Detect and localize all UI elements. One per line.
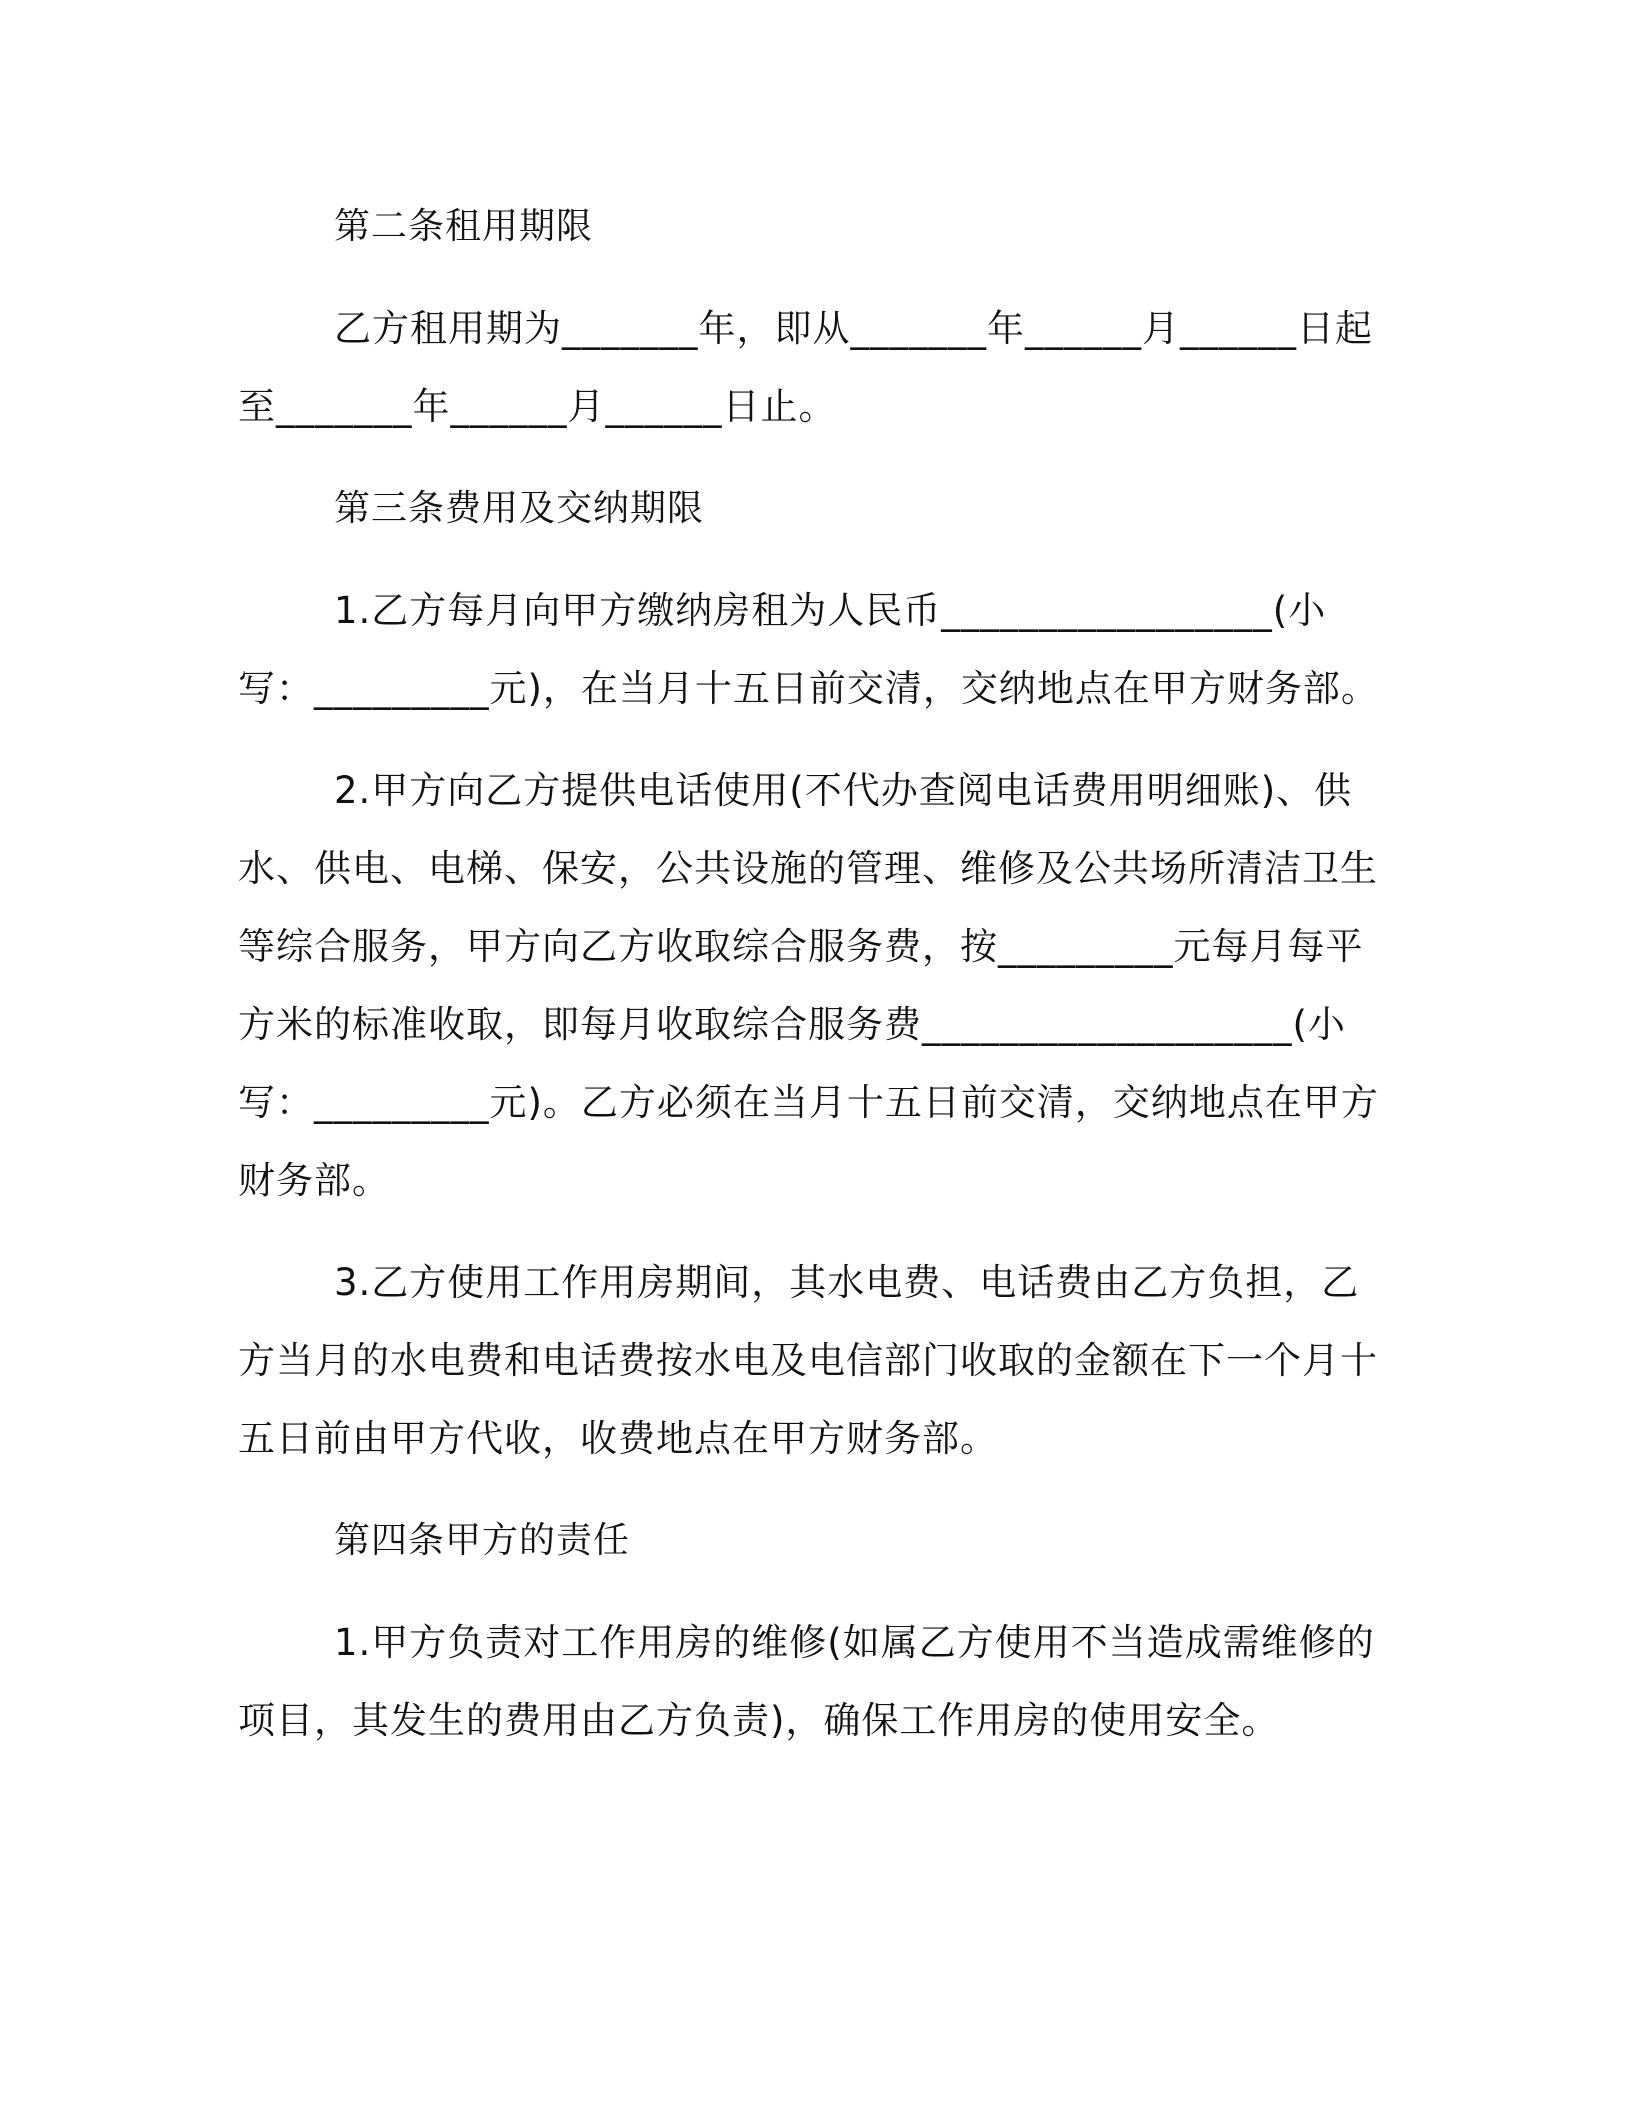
article-3-item-2: 2.甲方向乙方提供电话使用(不代办查阅电话费用明细账)、供水、供电、电梯、保安，公共设施的管理、维修及公共场所清洁卫生等综合服务，甲方向乙方收取综合服务费，按_________元每月每平方米的标准收取，即每月收取综合服务费___________________(小写：_________元)。乙方必须在当月十五日前交清，交纳地点在甲方财务部。 [238,769,1379,1202]
article-4-heading: 第四条甲方的责任 [334,1520,631,1561]
article-3-item-3: 3.乙方使用工作用房期间，其水电费、电话费由乙方负担，乙方当月的水电费和电话费按水电及电信部门收取的金额在下一个月十五日前由甲方代收，收费地点在甲方财务部。 [238,1261,1378,1460]
article-2-body: 乙方租用期为_______年，即从_______年______月______日起至_______年______月______日止。 [238,307,1373,428]
document-content [238,188,1388,1784]
article-2-heading: 第二条租用期限 [334,206,594,247]
article-4-item-1: 1.甲方负责对工作用房的维修(如属乙方使用不当造成需维修的项目，其发生的费用由乙方负责)，确保工作用房的使用安全。 [238,1621,1375,1742]
article-3-heading: 第三条费用及交纳期限 [334,488,705,529]
article-3-item-1: 1.乙方每月向甲方缴纳房租为人民币_________________(小写：_________元)，在当月十五日前交清，交纳地点在甲方财务部。 [238,589,1379,710]
